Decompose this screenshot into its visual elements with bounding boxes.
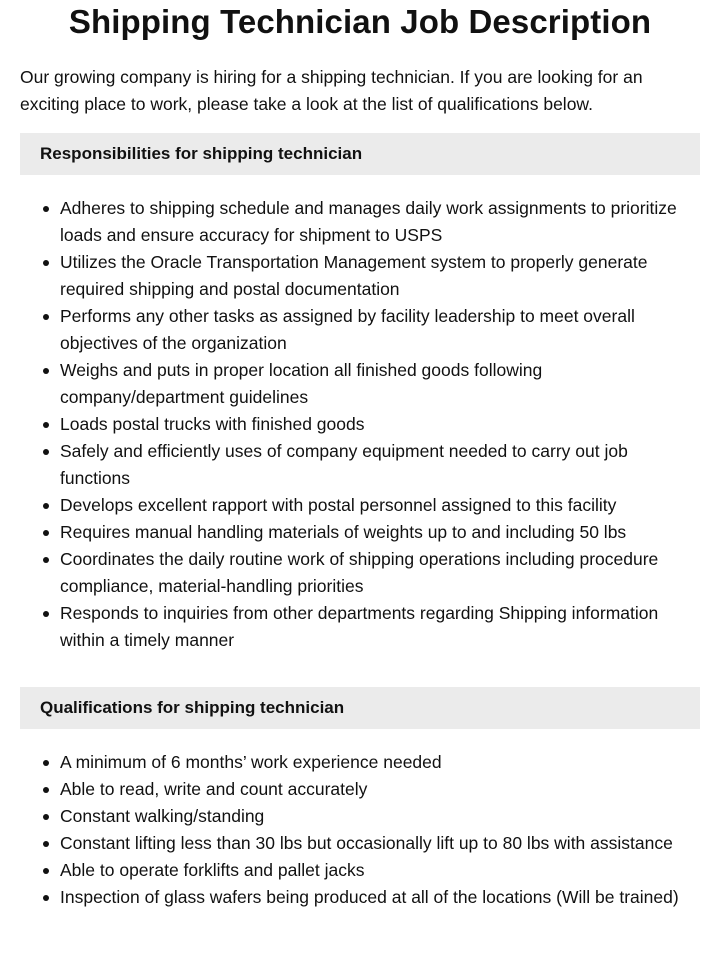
qualifications-list [20, 749, 700, 911]
list-item: Constant lifting less than 30 lbs but occasionally lift up to 80 lbs with assistance [60, 830, 700, 857]
list-item: A minimum of 6 months’ work experience needed [60, 749, 700, 776]
list-item: Safely and efficiently uses of company equipment needed to carry out job functions [60, 438, 700, 492]
list-item: Performs any other tasks as assigned by facility leadership to meet overall objectives of the organization [60, 303, 700, 357]
list-item: Coordinates the daily routine work of shipping operations including procedure compliance, material-handling priorities [60, 546, 700, 600]
intro-paragraph: Our growing company is hiring for a shipping technician. If you are looking for an exciting place to work, please take a look at the list of qualifications below. [20, 67, 643, 114]
list-item: Constant walking/standing [60, 803, 700, 830]
list-item: Responds to inquiries from other departments regarding Shipping information within a timely manner [60, 600, 700, 654]
list-item: Able to read, write and count accurately [60, 776, 700, 803]
list-item: Requires manual handling materials of weights up to and including 50 lbs [60, 519, 700, 546]
page-title: Shipping Technician Job Description [68, 3, 652, 40]
list-item: Able to operate forklifts and pallet jacks [60, 857, 700, 884]
list-item: Adheres to shipping schedule and manages daily work assignments to prioritize loads and ensure accuracy for shipment to USPS [60, 195, 700, 249]
qualifications-heading: Qualifications for shipping technician [20, 687, 700, 729]
list-item: Develops excellent rapport with postal personnel assigned to this facility [60, 492, 700, 519]
list-item: Inspection of glass wafers being produced at all of the locations (Will be trained) [60, 884, 700, 911]
responsibilities-list [20, 195, 700, 654]
list-item: Weighs and puts in proper location all finished goods following company/department guidelines [60, 357, 700, 411]
list-item: Loads postal trucks with finished goods [60, 411, 700, 438]
list-item: Utilizes the Oracle Transportation Management system to properly generate required shipping and postal documentation [60, 249, 700, 303]
responsibilities-heading: Responsibilities for shipping technician [20, 133, 700, 175]
section-spacer [20, 654, 700, 672]
